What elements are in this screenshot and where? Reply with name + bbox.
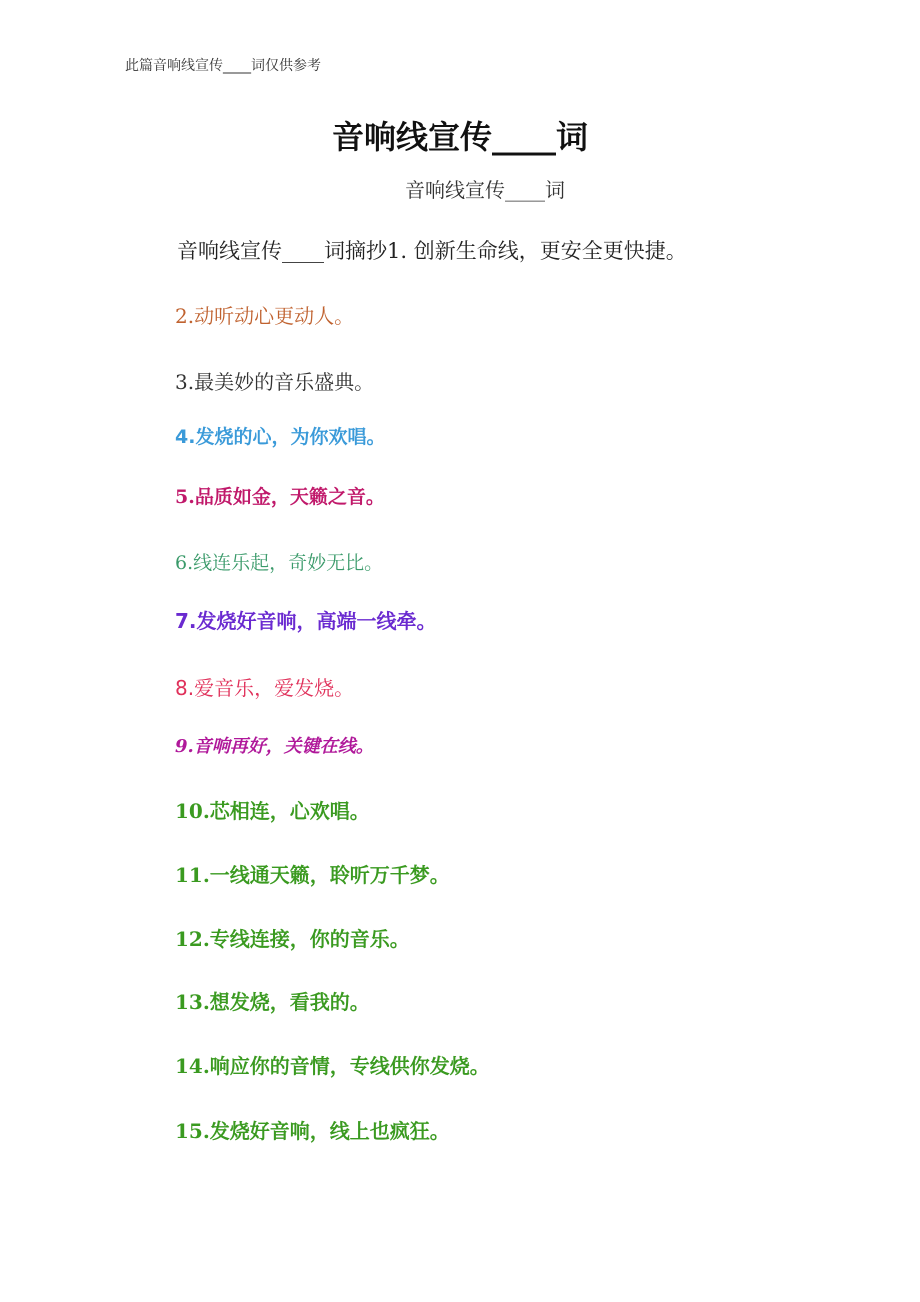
slogan-6: 6.线连乐起，奇妙无比。 — [175, 552, 384, 574]
slogan-12: 12.专线连接，你的音乐。 — [175, 927, 410, 951]
slogan-8: 8.爱音乐，爱发烧。 — [175, 676, 355, 700]
slogan-14: 14.响应你的音情，专线供你发烧。 — [175, 1054, 490, 1078]
slogan-3: 3.最美妙的音乐盛典。 — [175, 370, 375, 394]
slogan-2: 2.动听动心更动人。 — [175, 304, 355, 328]
slogan-7: 7.发烧好音响，高端一线牵。 — [175, 609, 437, 633]
intro-line: 音响线宣传____词摘抄1. 创新生命线，更安全更快捷。 — [177, 239, 687, 263]
page-subtitle: 音响线宣传____词 — [405, 178, 565, 202]
slogan-15: 15.发烧好音响，线上也疯狂。 — [175, 1119, 450, 1143]
slogan-9: 9.音响再好，关键在线。 — [175, 736, 374, 757]
page-title: 音响线宣传____词 — [331, 118, 588, 156]
slogan-11: 11.一线通天籁，聆听万千梦。 — [175, 863, 450, 887]
slogan-5: 5.品质如金，天籁之音。 — [175, 486, 385, 508]
slogan-13: 13.想发烧，看我的。 — [175, 990, 370, 1014]
slogan-10: 10.芯相连，心欢唱。 — [175, 799, 370, 823]
slogan-4: 4.发烧的心，为你欢唱。 — [175, 426, 386, 448]
header-note: 此篇音响线宣传____词仅供参考 — [125, 58, 321, 74]
